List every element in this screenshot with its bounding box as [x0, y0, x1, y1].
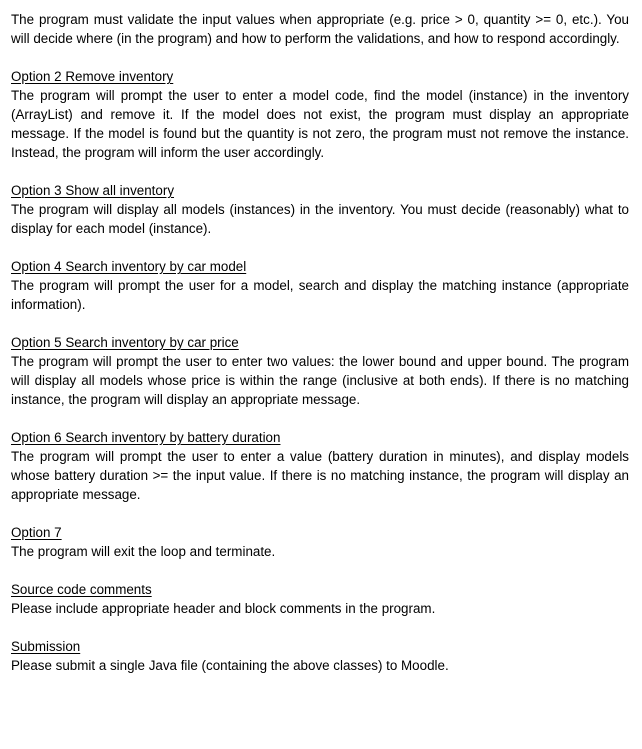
section-heading: Option 6 Search inventory by battery duration [11, 430, 281, 445]
section-option-4 [11, 257, 629, 314]
section-body: The program will prompt the user for a model, search and display the matching instance (appropriate information). [11, 278, 629, 312]
section-heading: Source code comments [11, 582, 152, 597]
section-option-2 [11, 67, 629, 162]
section-option-5 [11, 333, 629, 409]
section-body: Please include appropriate header and block comments in the program. [11, 601, 436, 616]
section-option-6 [11, 428, 629, 504]
section-heading: Submission [11, 639, 81, 654]
section-body: The program will exit the loop and terminate. [11, 544, 276, 559]
section-heading: Option 4 Search inventory by car model [11, 259, 247, 274]
section-option-3 [11, 181, 629, 238]
section-submission [11, 637, 629, 675]
section-heading: Option 2 Remove inventory [11, 69, 174, 84]
section-body: The program will prompt the user to enter two values: the lower bound and upper bound. The program will display all models whose price is within the range (inclusive at both ends). If there is no matching instance, the program will display an appropriate message. [11, 354, 629, 407]
section-body: The program will display all models (instances) in the inventory. You must decide (reasonably) what to display for each model (instance). [11, 202, 629, 236]
section-heading: Option 7 [11, 525, 62, 540]
intro-paragraph: The program must validate the input values when appropriate (e.g. price > 0, quantity >= 0, etc.). You will decide where (in the program) and how to perform the validations, and how to respond accordingly. [11, 12, 629, 46]
section-heading: Option 5 Search inventory by car price [11, 335, 239, 350]
section-option-7 [11, 523, 629, 561]
section-body: Please submit a single Java file (containing the above classes) to Moodle. [11, 658, 449, 673]
section-body: The program will prompt the user to enter a value (battery duration in minutes), and display models whose battery duration >= the input value. If there is no matching instance, the program will display an appropriate message. [11, 449, 629, 502]
section-body: The program will prompt the user to enter a model code, find the model (instance) in the inventory (ArrayList) and remove it. If the model does not exist, the program must display an appropriate message. If the model is found but the quantity is not zero, the program must not remove the instance. Instead, the program will inform the user accordingly. [11, 88, 629, 160]
section-source-code-comments [11, 580, 629, 618]
section-heading: Option 3 Show all inventory [11, 183, 175, 198]
